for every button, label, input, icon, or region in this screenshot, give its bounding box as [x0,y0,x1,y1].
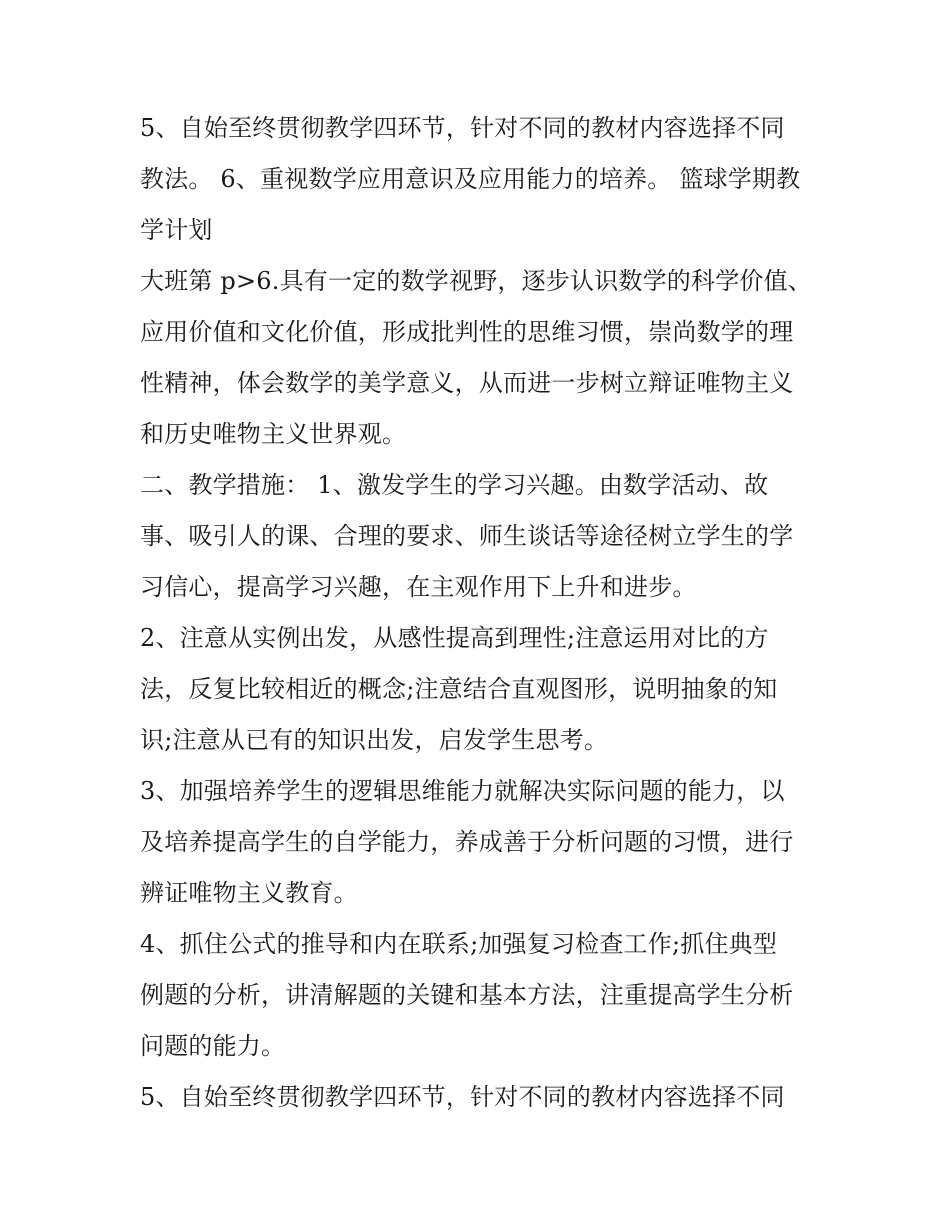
text-line: 习信心，提高学习兴趣，在主观作用下上升和进步。 [140,573,697,601]
paragraph [140,103,820,256]
text-line: 5、自始至终贯彻教学四环节，针对不同的教材内容选择不同 [140,114,785,142]
text-line: 应用价值和文化价值，形成批判性的思维习惯，崇尚数学的理 [140,318,794,346]
text-line: 和历史唯物主义世界观。 [140,420,407,448]
text-line: 问题的能力。 [140,1032,286,1060]
document-body [140,103,820,1123]
text-line: 识;注意从已有的知识出发，启发学生思考。 [140,726,609,754]
paragraph [140,460,820,613]
text-line: 例题的分析，讲清解题的关键和基本方法，注重提高学生分析 [140,981,794,1009]
text-line: 2、注意从实例出发，从感性提高到理性;注意运用对比的方 [140,624,769,652]
text-line: 辨证唯物主义教育。 [140,879,358,907]
paragraph [140,1072,820,1123]
text-line: 教法。 6、重视数学应用意识及应用能力的培养。 篮球学期教 [140,165,801,193]
text-line: 学计划 [140,216,213,244]
text-line: 性精神，体会数学的美学意义，从而进一步树立辩证唯物主义 [140,369,794,397]
paragraph [140,919,820,1072]
text-line: 大班第 p>6.具有一定的数学视野，逐步认识数学的科学价值、 [140,267,812,295]
text-line: 二、教学措施： 1、激发学生的学习兴趣。由数学活动、故 [140,471,769,499]
text-line: 4、抓住公式的推导和内在联系;加强复习检查工作;抓住典型 [140,930,778,958]
paragraph [140,256,820,460]
paragraph [140,766,820,919]
text-line: 及培养提高学生的自学能力，养成善于分析问题的习惯，进行 [140,828,794,856]
text-line: 事、吸引人的课、合理的要求、师生谈话等途径树立学生的学 [140,522,794,550]
text-line: 法，反复比较相近的概念;注意结合直观图形，说明抽象的知 [140,675,778,703]
paragraph [140,613,820,766]
text-line: 5、自始至终贯彻教学四环节，针对不同的教材内容选择不同 [140,1083,785,1111]
text-line: 3、加强培养学生的逻辑思维能力就解决实际问题的能力，以 [140,777,785,805]
